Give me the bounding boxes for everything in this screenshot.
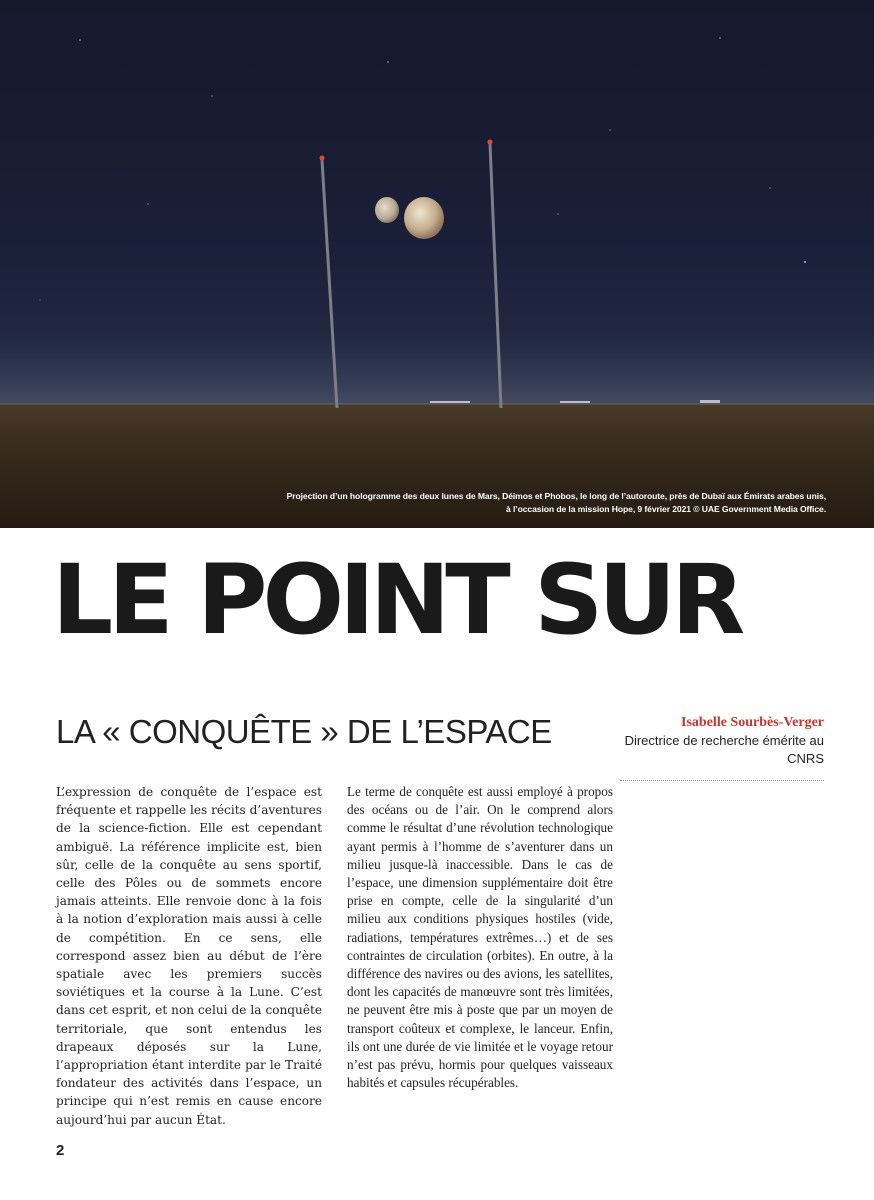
author-role: Directrice de recherche émérite au CNRS xyxy=(624,733,824,766)
author-name: Isabelle Sourbès-Verger xyxy=(681,715,824,730)
caption-line-1: Projection d’un hologramme des deux lunes de Mars, Déimos et Phobos, le long de l’autoroute, près de Dubaï aux Émirats arabes unis, xyxy=(286,491,826,501)
divider xyxy=(620,780,824,781)
cover-photo xyxy=(0,0,874,528)
photo-caption xyxy=(206,490,826,516)
article-column-2: Le terme de conquête est aussi employé à propos des océans ou de l’air. On le comprend alors comme le résultat d’une révolution technologique ayant permis à l’homme de s’aventurer dans un milieu jusque-là inaccessible. Dans le cas de l’espace, une dimension supplémentaire doit être prise en compte, celle de la singularité d’un milieu aux conditions physiques hostiles (vide, radiations, températures extrêmes…) et de ses contraintes de circulation (orbites). En outre, à la différence des navires ou des avions, les satellites, dont les capacités de manœuvre sont très limitées, ne peuvent être mis à poste que par un moyen de transport coûteux et complexe, le lanceur. Enfin, ils ont une durée de vie limitée et le voyage retour n’est pas prévu, hormis pour quelques vaisseaux habités et capsules récupérables. xyxy=(347,784,613,1091)
author-block xyxy=(620,714,824,781)
article-column-1: L’expression de conquête de l’espace est fréquente et rappelle les récits d’aventures de la science-fiction. Elle est cependant ambiguë. La référence implicite est, bien sûr, celle de la conquête au sens sportif, celle des Pôles ou de sommets encore jamais atteints. Elle renvoie donc à la fois à la notion d’exploration mais aussi à celle de compétition. En ce sens, elle correspond assez bien au début de l’ère spatiale avec les premiers succès soviétiques et la course à la Lune. C’est dans cet esprit, et non celui de la conquête territoriale, que sont entendus les drapeaux déposés sur la Lune, l’appropriation étant interdite par le Traité fondateur des activités dans l’espace, un principe qui n’est remis en cause encore aujourd’hui par aucun État. xyxy=(56,785,322,1127)
hologram-night-photo xyxy=(0,0,874,528)
caption-line-2: à l’occasion de la mission Hope, 9 février 2021 © UAE Government Media Office. xyxy=(506,504,826,514)
section-title: LE POINT SUR xyxy=(52,544,741,656)
article-title: LA « CONQUÊTE » DE L’ESPACE xyxy=(56,713,552,750)
page-number: 2 xyxy=(56,1142,65,1159)
